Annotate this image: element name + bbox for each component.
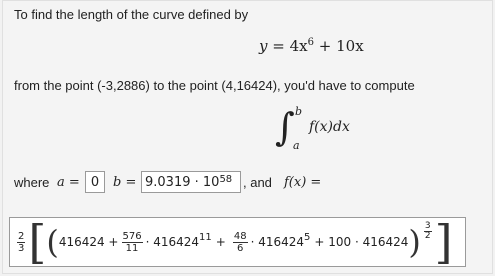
term-2-exp: 11 bbox=[199, 231, 212, 243]
left-paren-icon: ( bbox=[46, 223, 59, 261]
eq-lhs: y bbox=[259, 37, 268, 55]
eq-exponent: 6 bbox=[307, 37, 314, 48]
a-value: 0 bbox=[90, 174, 100, 190]
f-input[interactable] bbox=[9, 217, 466, 267]
integral-upper: b bbox=[295, 105, 303, 118]
term-3: · 416424 bbox=[250, 235, 304, 249]
fraction-2 bbox=[233, 231, 248, 254]
term-1: 416424 + bbox=[58, 235, 119, 249]
fraction-2-den: 6 bbox=[237, 242, 244, 254]
f-label: f(x) = bbox=[284, 175, 322, 190]
and-label: , and bbox=[243, 175, 272, 190]
outer-exponent bbox=[424, 222, 432, 241]
intro-text: To find the length of the curve defined by bbox=[14, 7, 249, 22]
right-bracket-icon: ] bbox=[434, 215, 453, 269]
curve-equation bbox=[259, 37, 364, 55]
fraction-1-num: 576 bbox=[122, 230, 142, 242]
a-label: a = bbox=[57, 175, 80, 190]
a-input[interactable] bbox=[85, 171, 105, 193]
prefactor-fraction bbox=[17, 231, 25, 254]
where-label: where bbox=[14, 175, 50, 190]
integral-sign-icon: ∫ bbox=[275, 105, 295, 149]
b-exponent: 58 bbox=[219, 173, 233, 185]
outer-exp-num: 3 bbox=[424, 220, 431, 231]
eq-rhs: = 4x bbox=[272, 37, 308, 55]
term-2: · 416424 bbox=[145, 235, 200, 249]
integral-lower: a bbox=[293, 139, 300, 152]
right-paren-icon: ) bbox=[408, 223, 421, 261]
prefactor-num: 2 bbox=[18, 230, 25, 242]
plus-sign: + bbox=[215, 235, 226, 249]
outer-exp-den: 2 bbox=[424, 230, 431, 241]
b-value: 9.0319 · 10 bbox=[145, 174, 220, 190]
integral-expression bbox=[275, 105, 375, 157]
question-panel bbox=[2, 0, 493, 274]
b-input[interactable] bbox=[141, 171, 241, 193]
from-sentence: from the point (-3,2886) to the point (4,16424), you'd have to compute bbox=[14, 78, 415, 93]
eq-tail: + 10x bbox=[318, 37, 364, 55]
term-4: + 100 · 416424 bbox=[314, 235, 409, 249]
b-label: b = bbox=[113, 175, 137, 190]
fraction-1 bbox=[122, 231, 143, 254]
term-3-exp: 5 bbox=[304, 231, 311, 243]
fraction-1-den: 11 bbox=[125, 242, 139, 254]
left-bracket-icon: [ bbox=[28, 215, 47, 269]
fraction-2-num: 48 bbox=[233, 230, 247, 242]
integral-body: f(x)dx bbox=[309, 119, 350, 135]
prefactor-den: 3 bbox=[18, 242, 25, 254]
